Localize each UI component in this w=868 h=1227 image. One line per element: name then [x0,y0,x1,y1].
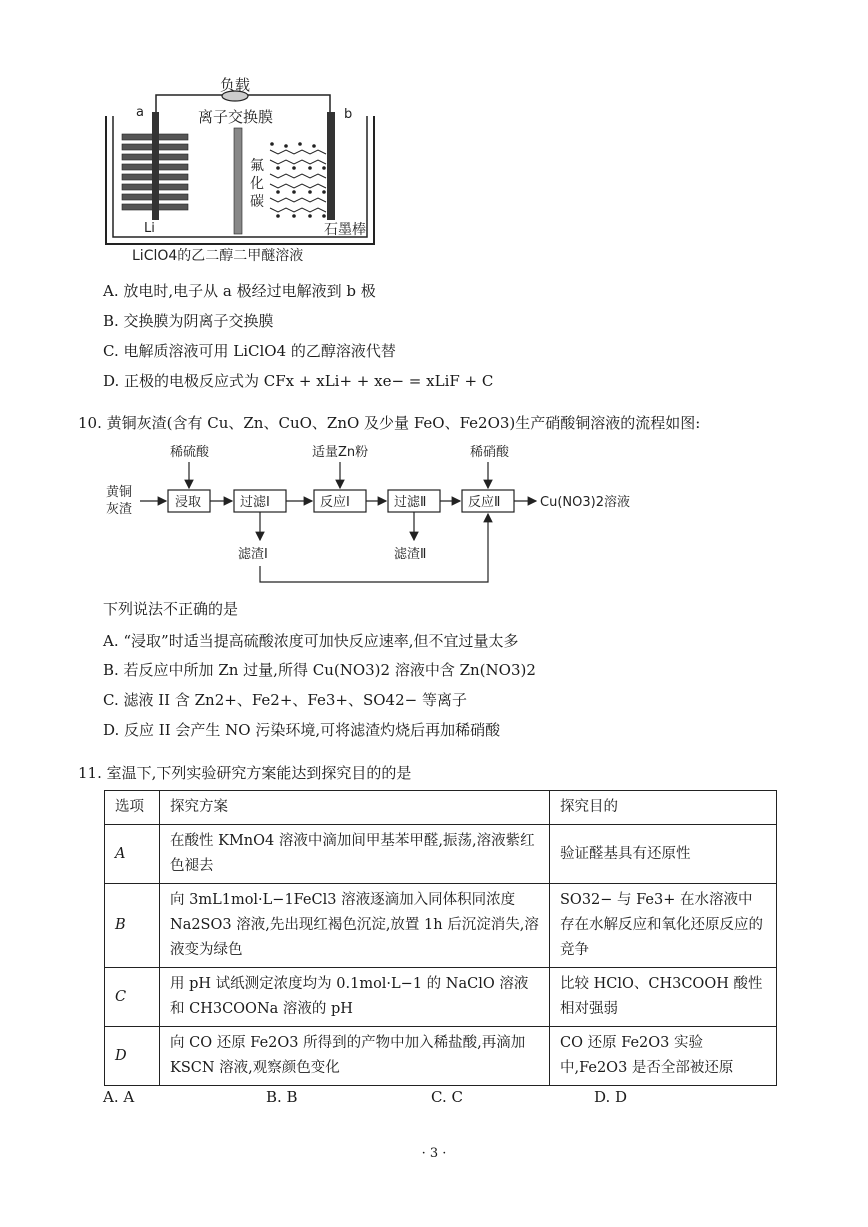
flow-step-3: 反应Ⅰ [320,495,350,510]
row-goal: SO32− 与 Fe3+ 在水溶液中存在水解反应和氧化还原反应的竞争 [550,884,777,968]
flow-reagent-1: 稀硫酸 [170,445,210,460]
load-label: 负载 [220,76,251,94]
q9-option-a: A. 放电时,电子从 a 极经过电解液到 b 极 [103,282,376,300]
cf-label-2: 化 [250,176,264,192]
membrane-label: 离子交换膜 [198,108,274,126]
cf-label-1: 氟 [250,158,264,174]
flow-residue-1: 滤渣Ⅰ [238,547,268,562]
header-option: 选项 [105,791,160,825]
row-plan: 用 pH 试纸测定浓度均为 0.1mol·L−1 的 NaClO 溶液和 CH3COONa 溶液的 pH [160,968,550,1027]
electrode-b-label: b [344,107,353,122]
graphite-rod [327,112,335,220]
q10-option-a: A. “浸取”时适当提高硫酸浓度可加快反应速率,但不宜过量太多 [103,632,519,650]
row-goal: 比较 HClO、CH3COOH 酸性相对强弱 [550,968,777,1027]
row-option: C [105,968,160,1027]
row-option: A [105,825,160,884]
electrode-a-label: a [136,105,144,120]
ion-exchange-membrane [234,128,242,234]
row-option: D [105,1027,160,1086]
table-row [105,1027,777,1086]
li-label: Li [144,221,155,236]
row-goal: 验证醛基具有还原性 [550,825,777,884]
flow-step-4: 过滤Ⅱ [394,495,427,510]
q11-answer-d: D. D [594,1088,628,1106]
flow-input-1: 黄铜 [106,485,133,500]
cf-label-3: 碳 [250,194,264,210]
row-plan: 在酸性 KMnO4 溶液中滴加间甲基苯甲醛,振荡,溶液紫红色褪去 [160,825,550,884]
q9-option-b: B. 交换膜为阴离子交换膜 [103,312,274,330]
header-plan: 探究方案 [160,791,550,825]
flow-reagent-2: 适量Zn粉 [312,445,369,460]
flow-reagent-3: 稀硝酸 [470,445,510,460]
table-header-row [105,791,777,825]
row-plan: 向 CO 还原 Fe2O3 所得到的产物中加入稀盐酸,再滴加 KSCN 溶液,观察颜色变化 [160,1027,550,1086]
row-option: B [105,884,160,968]
battery-diagram [100,72,380,268]
page-number: · 3 · [421,1146,447,1161]
flow-step-1: 浸取 [175,495,202,510]
carbon-fluoride-structure [270,150,326,212]
table-row [105,968,777,1027]
header-goal: 探究目的 [550,791,777,825]
table-row [105,884,777,968]
q11-title: 11. 室温下,下列实验研究方案能达到探究目的的是 [78,764,412,782]
flow-step-5: 反应Ⅱ [468,495,501,510]
flow-residue-2: 滤渣Ⅱ [394,547,427,562]
electrolyte-label: LiClO4的乙二醇二甲醚溶液 [132,248,304,264]
q10-title: 10. 黄铜灰渣(含有 Cu、Zn、CuO、ZnO 及少量 FeO、Fe2O3)生产硝酸铜溶液的流程如图: [78,414,701,432]
flow-input-2: 灰渣 [106,502,133,517]
experiment-table [104,790,777,1086]
row-goal: CO 还原 Fe2O3 实验中,Fe2O3 是否全部被还原 [550,1027,777,1086]
q11-answer-c: C. C [431,1088,463,1106]
table-row [105,825,777,884]
q9-option-d: D. 正极的电极反应式为 CFx + xLi+ + xe− = xLiF + C [103,372,494,390]
q11-answer-b: B. B [266,1088,298,1106]
flow-product: Cu(NO3)2溶液 [540,495,630,510]
q10-option-d: D. 反应 II 会产生 NO 污染环境,可将滤渣灼烧后再加稀硝酸 [103,721,501,739]
q10-prompt: 下列说法不正确的是 [103,600,239,618]
process-flowchart [100,440,660,588]
q10-option-b: B. 若反应中所加 Zn 过量,所得 Cu(NO3)2 溶液中含 Zn(NO3)2 [103,661,536,679]
q9-option-c: C. 电解质溶液可用 LiClO4 的乙醇溶液代替 [103,342,396,360]
q10-option-c: C. 滤液 II 含 Zn2+、Fe2+、Fe3+、SO42− 等离子 [103,691,467,709]
graphite-label: 石墨棒 [324,222,366,238]
row-plan: 向 3mL1mol·L−1FeCl3 溶液逐滴加入同体积同浓度 Na2SO3 溶液,先出现红褐色沉淀,放置 1h 后沉淀消失,溶液变为绿色 [160,884,550,968]
q11-answer-a: A. A [103,1088,135,1106]
flow-step-2: 过滤Ⅰ [240,495,270,510]
electrode-a-rod [152,112,159,220]
